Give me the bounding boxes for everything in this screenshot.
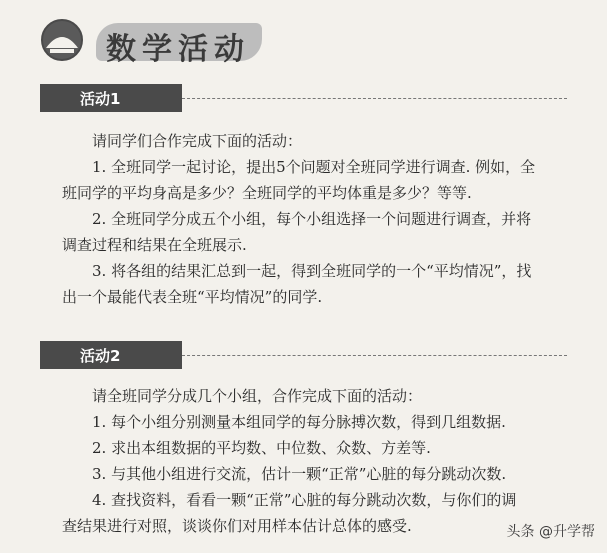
section-title: 数学活动 [106, 32, 250, 67]
activity2-item2: 2. 求出本组数据的平均数、中位数、众数、方差等. [92, 439, 431, 457]
watermark: 头条 @升学帮 [506, 524, 595, 540]
activity2-item4-line1: 4. 查找资料，看看一颗“正常”心脏的每分跳动次数，与你们的调 [92, 491, 517, 509]
activity1-dashed-rule [182, 98, 567, 99]
activity1-item3-line1: 3. 将各组的结果汇总到一起，得到全班同学的一个“平均情况”，找 [92, 262, 532, 280]
activity1-item1-line2: 班同学的平均身高是多少？全班同学的平均体重是多少？等等. [62, 184, 472, 202]
math-activity-logo-icon [40, 18, 84, 62]
activity2-intro: 请全班同学分成几个小组，合作完成下面的活动： [92, 387, 423, 405]
activity1-content [62, 128, 582, 310]
activity1-intro: 请同学们合作完成下面的活动： [92, 132, 303, 150]
activity1-item2-line1: 2. 全班同学分成五个小组，每个小组选择一个问题进行调查，并将 [92, 210, 532, 228]
activity2-item4-line2: 查结果进行对照，谈谈你们对用样本估计总体的感受. [62, 517, 412, 535]
activity1-header-bar [40, 84, 567, 112]
activity1-item2-line2: 调查过程和结果在全班展示. [62, 236, 247, 254]
activity2-label: 活动2 [40, 341, 182, 369]
activity2-item1: 1. 每个小组分别测量本组同学的每分脉搏次数，得到几组数据. [92, 413, 506, 431]
activity1-item1-line1: 1. 全班同学一起讨论，提出5个问题对全班同学进行调查. 例如，全 [92, 158, 536, 176]
activity1-label: 活动1 [40, 84, 182, 112]
activity2-dashed-rule [182, 355, 567, 356]
activity2-content [62, 383, 582, 539]
activity2-item3: 3. 与其他小组进行交流，估计一颗“正常”心脏的每分跳动次数. [92, 465, 507, 483]
activity1-item3-line2: 出一个最能代表全班“平均情况”的同学. [62, 288, 323, 306]
title-badge [96, 18, 266, 67]
section-header [40, 18, 266, 67]
activity2-header-bar [40, 341, 567, 369]
